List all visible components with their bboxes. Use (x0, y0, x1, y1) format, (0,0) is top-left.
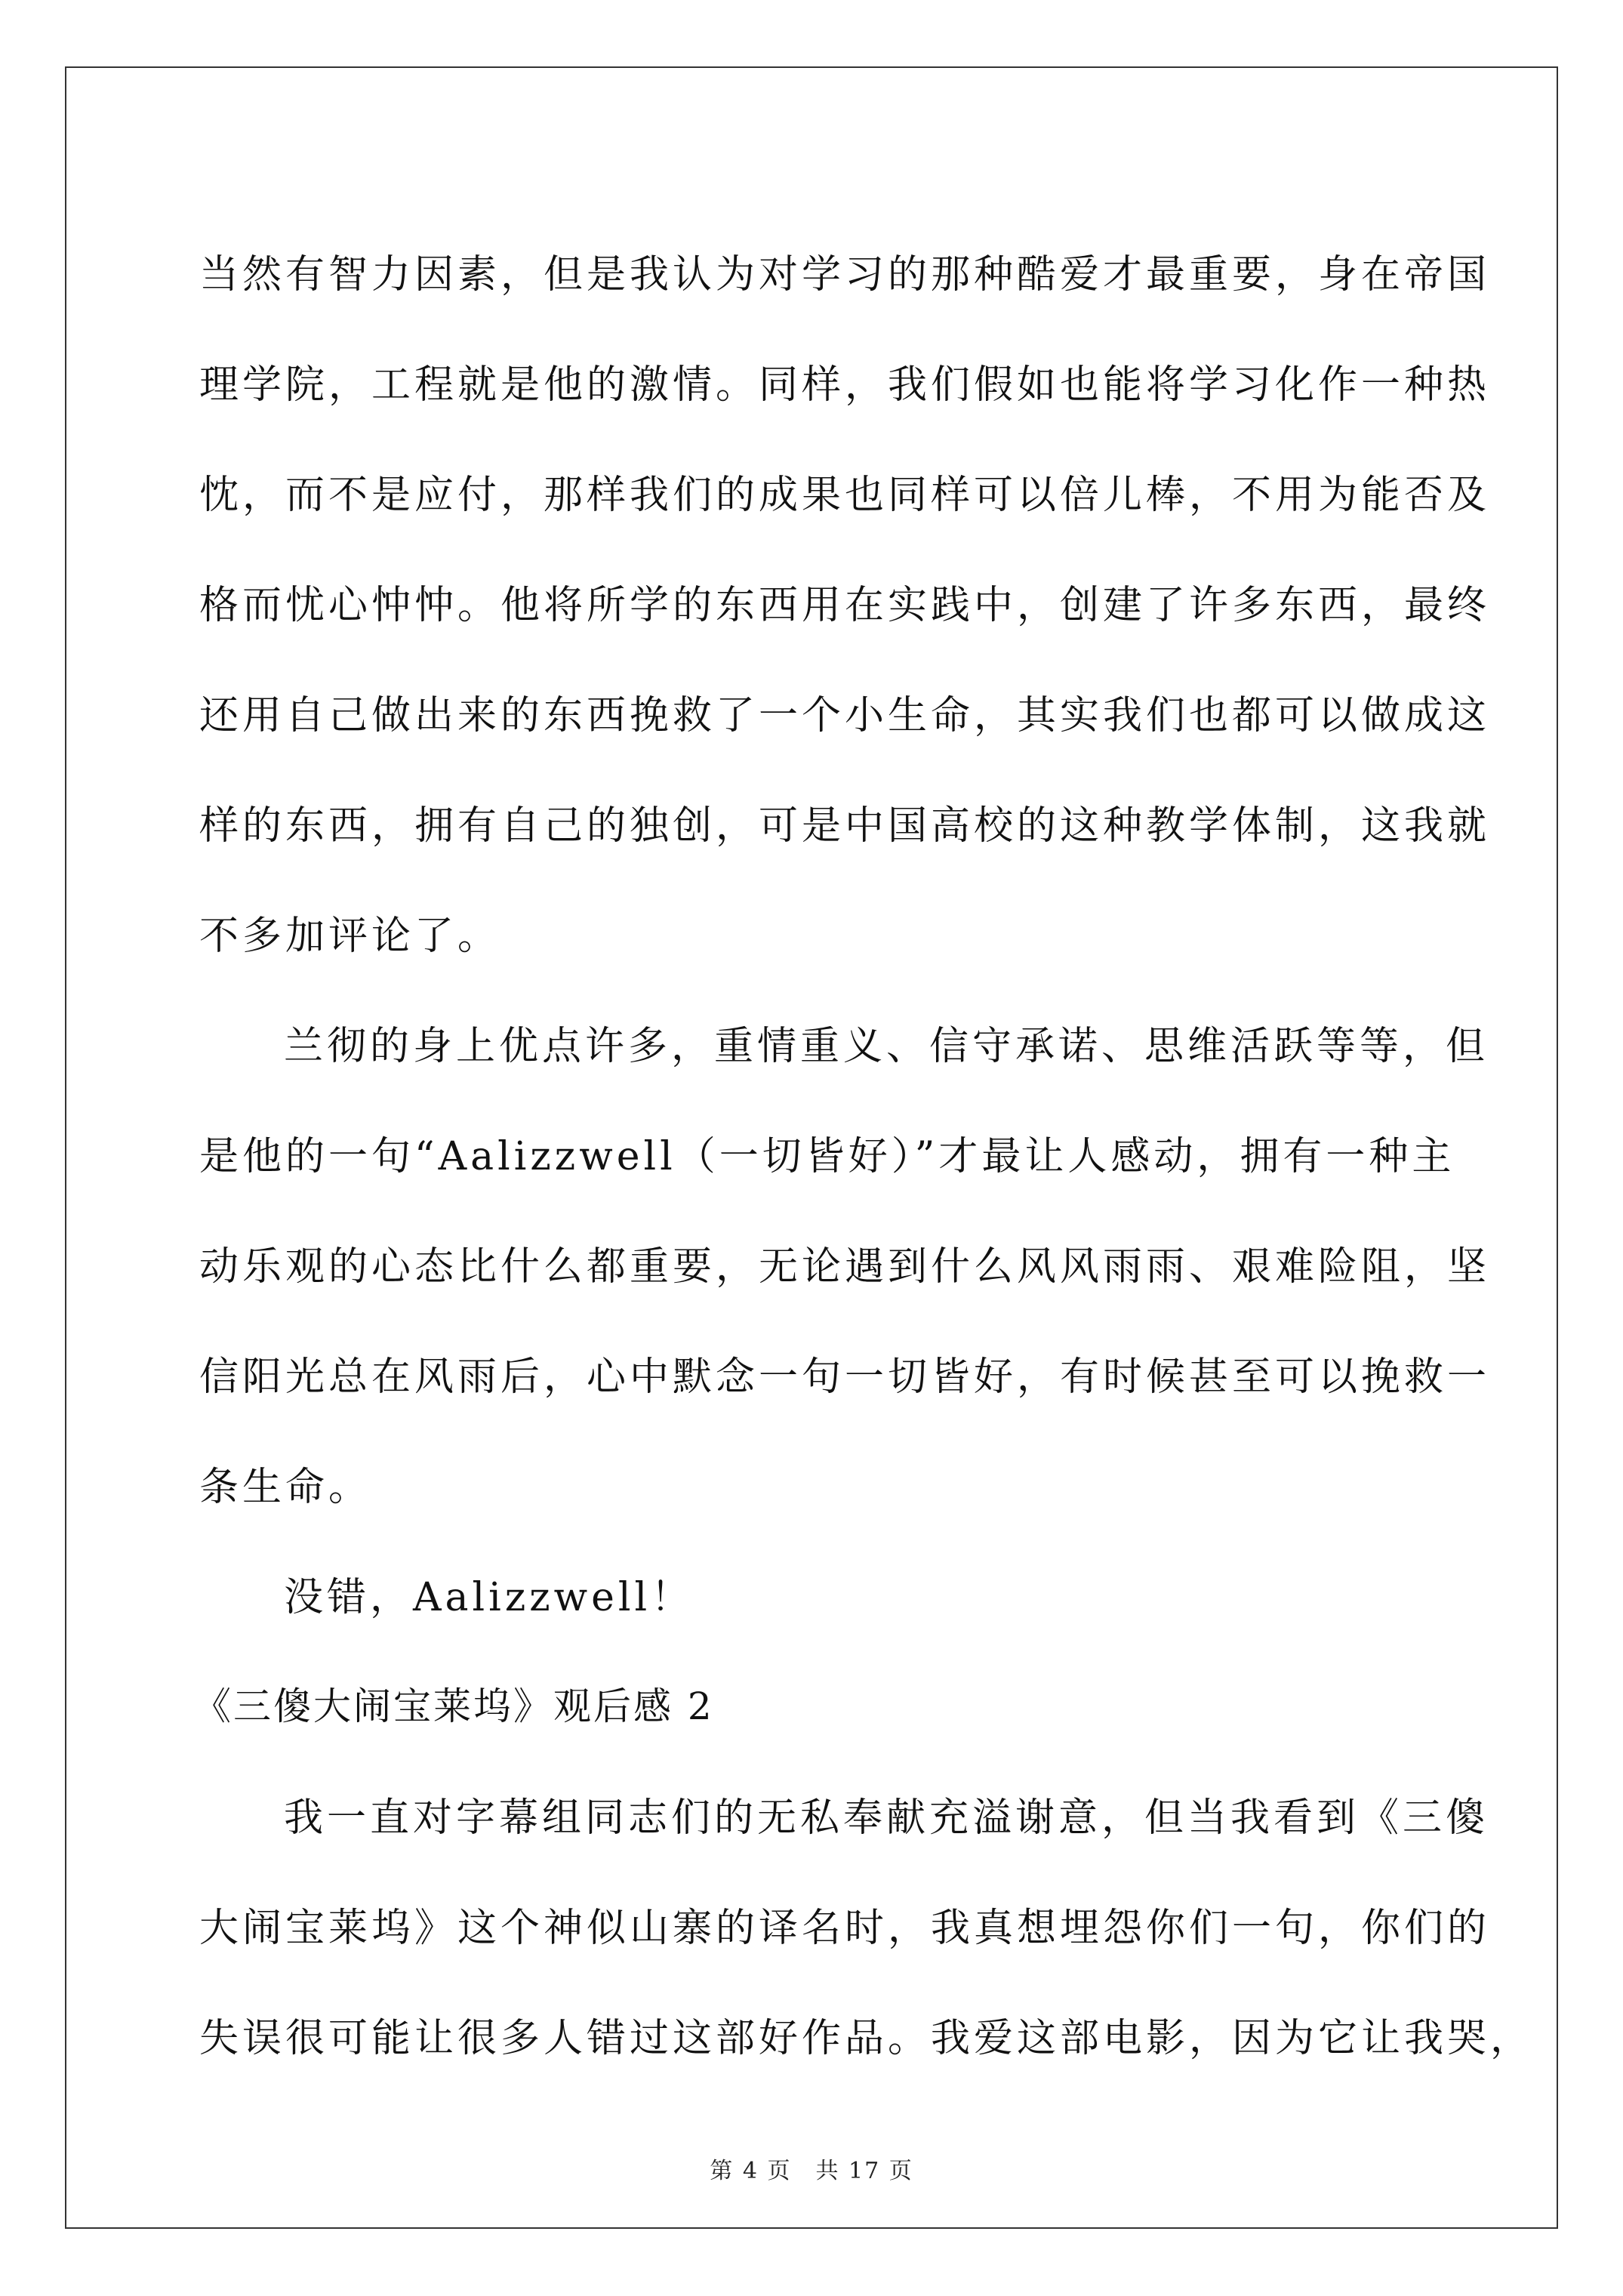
paragraph-line: 还用自己做出来的东西挽救了一个小生命，其实我们也都可以做成这 (199, 692, 1491, 738)
paragraph-line: 是他的一句“Aalizzwell（一切皆好）”才最让人感动，拥有一种主 (199, 1133, 1455, 1179)
paragraph-line: 样的东西，拥有自己的独创，可是中国高校的这种教学体制，这我就 (199, 803, 1491, 849)
paragraph-line: 我一直对字幕组同志们的无私奉献充溢谢意，但当我看到《三傻 (284, 1795, 1489, 1841)
page-number-footer: 第 4 页 共 17 页 (710, 2158, 913, 2184)
paragraph-line: 格而忧心忡忡。他将所学的东西用在实践中，创建了许多东西，最终 (199, 582, 1491, 628)
section-heading: 《三傻大闹宝莱坞》观后感 2 (193, 1684, 714, 1728)
paragraph-line: 动乐观的心态比什么都重要，无论遇到什么风风雨雨、艰难险阻，坚 (199, 1244, 1491, 1290)
paragraph-line: 没错，Aalizzwell！ (284, 1574, 694, 1620)
paragraph-line: 大闹宝莱坞》这个神似山寨的译名时，我真想埋怨你们一句，你们的 (199, 1905, 1491, 1951)
paragraph-line: 条生命。 (199, 1464, 372, 1510)
paragraph-line: 兰彻的身上优点许多，重情重义、信守承诺、思维活跃等等，但 (284, 1023, 1489, 1069)
paragraph-line: 忱，而不是应付，那样我们的成果也同样可以倍儿棒，不用为能否及 (199, 472, 1491, 518)
paragraph-line: 信阳光总在风雨后，心中默念一句一切皆好，有时候甚至可以挽救一 (199, 1354, 1491, 1400)
paragraph-line: 理学院，工程就是他的激情。同样，我们假如也能将学习化作一种热 (199, 362, 1491, 408)
paragraph-line: 当然有智力因素，但是我认为对学习的那种酷爱才最重要，身在帝国 (199, 251, 1491, 297)
paragraph-line: 失误很可能让很多人错过这部好作品。我爱这部电影，因为它让我哭， (199, 2015, 1534, 2061)
document-body (193, 215, 1534, 2089)
paragraph-line: 不多加评论了。 (199, 913, 501, 959)
